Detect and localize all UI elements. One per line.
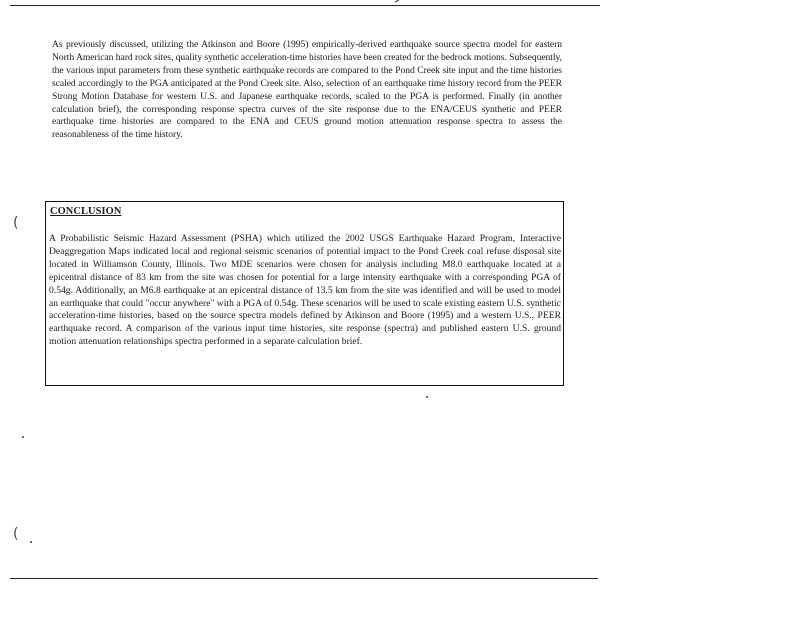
intro-paragraph: As previously discussed, utilizing the Atkinson and Boore (1995) empirically-derived earthquake source spectra model for eastern North American hard rock sites, quality synthetic acceleration-time histories have been created for the bedrock motions. Subsequently, the various input parameters from these synthetic earthquake records are compared to the Pond Creek site input and the time histories scaled accordingly to the PGA anticipated at the Pond Creek site. Also, selection of an earthquake time history record from the PEER Strong Motion Database for western U.S. and Japanese earthquake records, scaled to the PGA is performed. Finally (in another calculation brief), the corresponding response spectra curves of the site response due to the ENA/CEUS synthetic and PEER earthquake time histories are compared to the ENA and CEUS ground motion attenuation response spectra to assess the reasonableness of the time history. (52, 39, 562, 141)
punch-hole-mark: ( (13, 526, 19, 542)
scan-speck (22, 436, 24, 438)
top-rule (10, 5, 600, 6)
conclusion-body: A Probabilistic Seismic Hazard Assessment (PSHA) which utilized the 2002 USGS Earthquake Hazard Program, Interactive Deaggregation Maps indicated local and regional seismic scenarios of potential impact to the Pond Creek coal refuse disposal site located in Williamson County, Illinois. Two MDE scenarios were chosen for analysis including M8.0 earthquake located at a epicentral distance of 83 km from the site was chosen for potential for a large intensity earthquake with a corresponding PGA of 0.54g. Additionally, an M6.8 earthquake at an epicentral distance of 13.5 km from the site was identified and will be used to model an earthquake that could "occur anywhere" with a PGA of 0.54g. These scenarios will be used to scale existing eastern U.S. synthetic acceleration-time histories, based on the source spectra models defined by Atkinson and Boore (1995) and a western U.S., PEER earthquake record. A comparison of the various input time histories, site response (spectra) and published eastern U.S. ground motion attenuation relationships spectra performed in a separate calculation brief. (49, 233, 561, 348)
punch-hole-mark: ( (13, 215, 19, 231)
scan-mark (395, 0, 402, 4)
conclusion-box (45, 201, 564, 386)
bottom-rule (10, 578, 598, 579)
scan-speck (426, 396, 428, 398)
conclusion-heading: CONCLUSION (50, 206, 122, 217)
scan-speck (30, 541, 32, 543)
